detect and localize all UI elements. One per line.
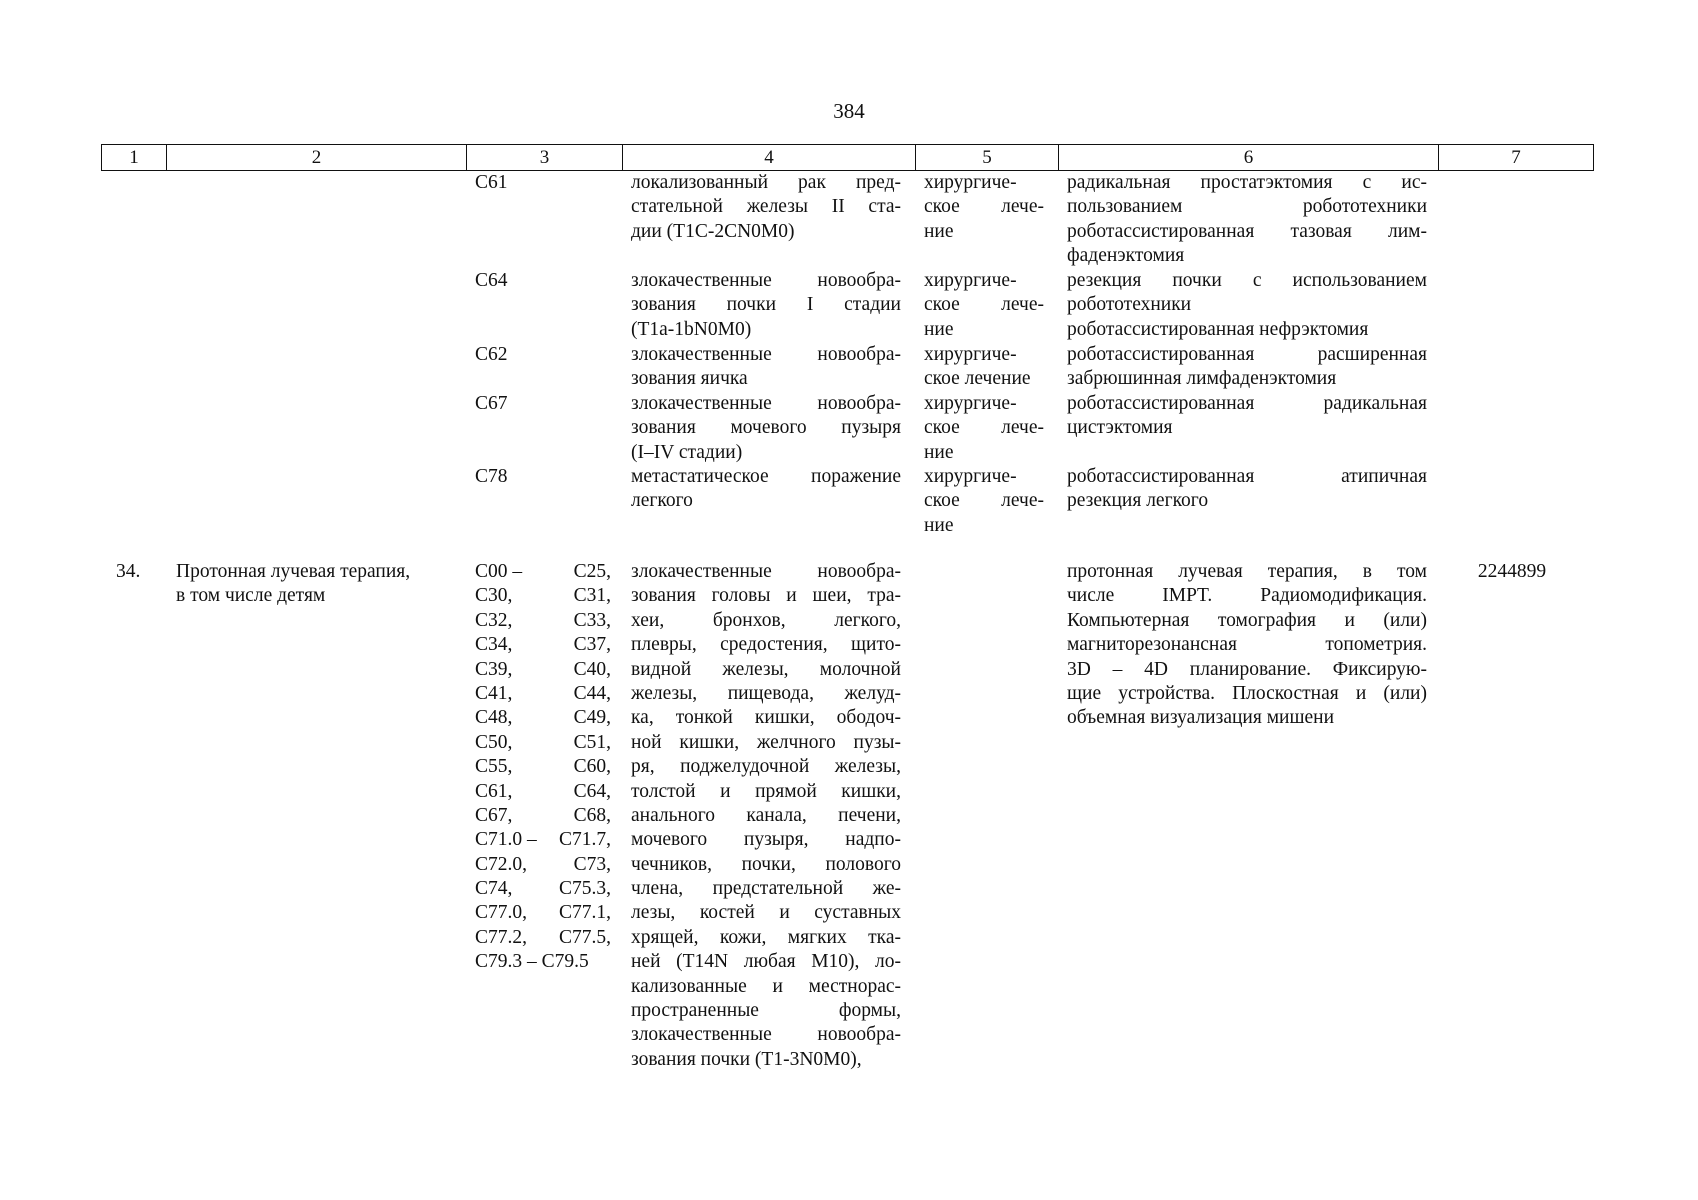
treatment-type-line: ское лече- (924, 196, 1044, 218)
diagnosis-text-line: чечников, почки, полового (631, 853, 901, 875)
treatment-method-line: роботассистированная нефрэктомия (1067, 318, 1369, 340)
icd-codes-line (475, 658, 611, 682)
icd-codes-line (475, 609, 611, 633)
column-header-2: 2 (167, 145, 467, 170)
icd-code: C74, (475, 878, 513, 900)
treatment-method-line: фаденэктомия (1067, 245, 1185, 267)
icd-code: C32, (475, 609, 513, 631)
treatment-method-line: щие устройства. Плоскостная и (или) (1067, 682, 1427, 704)
service-name-line: Протонная лучевая терапия, (176, 561, 411, 582)
treatment-method-line: робототехники (1067, 294, 1192, 316)
icd-code: C25, (573, 561, 611, 582)
icd-code: C48, (475, 707, 513, 729)
service-name (176, 560, 456, 609)
diagnosis-text-line: железы, пищевода, желуд- (631, 682, 901, 704)
icd-code: C49, (573, 707, 611, 729)
treatment-type-line: ское лече- (924, 294, 1044, 316)
treatment-method-line: 3D – 4D планирование. Фиксирую- (1067, 658, 1427, 680)
icd-code: C64 (475, 270, 508, 291)
diagnosis-text-line: кализованные и местнорас- (631, 975, 901, 997)
icd-code: C55, (475, 756, 513, 778)
icd-code: C77.0, (475, 902, 528, 924)
icd-code: C34, (475, 634, 513, 656)
diagnosis-text-line: лезы, костей и суставных (631, 902, 901, 924)
diagnosis-text-line: зования почки I стадии (631, 294, 901, 316)
diagnosis-text-line: зования головы и шеи, тра- (631, 585, 901, 607)
diagnosis-text (631, 392, 901, 465)
diagnosis-text-line: плевры, средостения, щито- (631, 634, 901, 656)
icd-code: C51, (573, 731, 611, 753)
icd-code: C31, (573, 585, 611, 607)
icd-codes-line (475, 877, 611, 901)
icd-codes-line (475, 682, 611, 706)
diagnosis-text-line: ка, тонкой кишки, ободоч- (631, 707, 901, 729)
treatment-method-line: магниторезонансная топометрия. (1067, 634, 1427, 656)
icd-codes-line (475, 780, 611, 804)
treatment-type-line: ние (924, 318, 954, 340)
treatment-type-line: ние (924, 441, 954, 463)
treatment-method-line: роботассистированная радикальная (1067, 393, 1427, 414)
icd-code: C44, (573, 682, 611, 704)
icd-code: C39, (475, 658, 513, 680)
icd-code: C72.0, (475, 853, 528, 875)
diagnosis-text-line: дии (T1C-2CN0M0) (631, 220, 795, 242)
treatment-type-line: хирургиче- (924, 270, 1017, 291)
icd-code: C77.5, (558, 926, 611, 948)
icd-code: C71.7, (558, 829, 611, 851)
treatment-type-line: хирургиче- (924, 344, 1017, 365)
icd-code: C75.3, (558, 878, 611, 900)
icd-code: C78 (475, 466, 508, 487)
treatment-method-line: роботассистированная тазовая лим- (1067, 220, 1427, 242)
diagnosis-text-line: толстой и прямой кишки, (631, 780, 901, 802)
treatment-type-line: хирургиче- (924, 172, 1017, 193)
service-name-line: в том числе детям (176, 585, 326, 607)
diagnosis-text (631, 343, 901, 392)
icd-codes-line (475, 755, 611, 779)
icd-codes-line (475, 269, 611, 293)
diagnosis-text-line: анального канала, печени, (631, 804, 901, 826)
treatment-method (1067, 465, 1427, 514)
icd-codes-line (475, 926, 611, 950)
treatment-method (1067, 269, 1427, 342)
column-header-4: 4 (623, 145, 916, 170)
column-header-1: 1 (101, 145, 167, 170)
treatment-method (1067, 392, 1427, 441)
icd-codes (475, 392, 611, 416)
icd-codes-line (475, 828, 611, 852)
icd-codes-line (475, 731, 611, 755)
icd-codes-line (475, 853, 611, 877)
diagnosis-text-line: хеи, бронхов, легкого, (631, 609, 901, 631)
diagnosis-text-line: видной железы, молочной (631, 658, 901, 680)
icd-code: C40, (573, 658, 611, 680)
icd-codes-line (475, 706, 611, 730)
treatment-method-line: резекция легкого (1067, 490, 1209, 512)
icd-codes (475, 343, 611, 367)
diagnosis-text (631, 465, 901, 514)
treatment-type (924, 392, 1044, 465)
icd-code: C30, (475, 585, 513, 607)
icd-codes-line (475, 633, 611, 657)
icd-codes (475, 560, 611, 975)
diagnosis-text-line: (T1a-1bN0M0) (631, 318, 752, 340)
treatment-method-line: резекция почки с использованием (1067, 270, 1427, 291)
column-header-6: 6 (1059, 145, 1439, 170)
diagnosis-text-line: злокачественные новообра- (631, 393, 901, 414)
treatment-type-line: ское лече- (924, 417, 1044, 439)
treatment-method-line: цистэктомия (1067, 417, 1173, 439)
diagnosis-text (631, 560, 901, 1072)
diagnosis-text-line: (I–IV стадии) (631, 441, 743, 463)
diagnosis-text-line: стательной железы II ста- (631, 196, 901, 218)
icd-code: C60, (573, 756, 611, 778)
icd-codes-line (475, 392, 611, 416)
treatment-method (1067, 343, 1427, 392)
treatment-method-line: числе IMPT. Радиомодификация. (1067, 585, 1427, 607)
icd-code: C00 – (475, 561, 523, 582)
icd-code: C64, (573, 780, 611, 802)
icd-code: C33, (573, 609, 611, 631)
diagnosis-text-line: легкого (631, 490, 693, 512)
icd-code: C77.1, (558, 902, 611, 924)
diagnosis-text-line: ря, поджелудочной железы, (631, 756, 901, 778)
treatment-method-line: роботассистированная атипичная (1067, 466, 1427, 487)
treatment-method (1067, 171, 1427, 269)
diagnosis-text-line: ной кишки, желчного пузы- (631, 731, 901, 753)
treatment-method-line: объемная визуализация мишени (1067, 707, 1335, 729)
icd-codes (475, 269, 611, 293)
diagnosis-text-line: локализованный рак пред- (631, 172, 901, 193)
icd-codes-line (475, 171, 611, 195)
treatment-type-line: ние (924, 220, 954, 242)
icd-codes (475, 465, 611, 489)
diagnosis-text-line: зования почки (T1-3N0M0), (631, 1048, 862, 1070)
treatment-method-line: пользованием робототехники (1067, 196, 1427, 218)
icd-code: C68, (573, 804, 611, 826)
icd-codes-line (475, 901, 611, 925)
column-header-7: 7 (1439, 145, 1594, 170)
icd-codes-line (475, 465, 611, 489)
treatment-type (924, 343, 1044, 392)
cost-value: 2244899 (1477, 561, 1547, 582)
treatment-method-line: протонная лучевая терапия, в том (1067, 561, 1427, 582)
diagnosis-text-line: злокачественные новообра- (631, 344, 901, 365)
icd-codes-line (475, 343, 611, 367)
treatment-type-line: ское лечение (924, 368, 1031, 390)
treatment-type-line: хирургиче- (924, 466, 1017, 487)
icd-code: C50, (475, 731, 513, 753)
treatment-type (924, 171, 1044, 244)
icd-codes-line (475, 584, 611, 608)
icd-code: C61, (475, 780, 513, 802)
icd-codes (475, 171, 611, 195)
treatment-method (1067, 560, 1427, 731)
treatment-method-line: Компьютерная томография и (или) (1067, 609, 1427, 631)
treatment-method-line: забрюшинная лимфаденэктомия (1067, 368, 1337, 390)
icd-codes-line (475, 804, 611, 828)
icd-code: C67, (475, 804, 513, 826)
diagnosis-text-line: ней (T14N любая M10), ло- (631, 951, 901, 973)
diagnosis-text-line: злокачественные новообра- (631, 270, 901, 291)
treatment-type-line: ское лече- (924, 490, 1044, 512)
treatment-method-line: радикальная простатэктомия с ис- (1067, 172, 1427, 193)
treatment-type-line: хирургиче- (924, 393, 1017, 414)
diagnosis-text (631, 171, 901, 244)
diagnosis-text-line: члена, предстательной же- (631, 878, 901, 900)
icd-code: C79.3 – C79.5 (475, 951, 589, 973)
column-header-3: 3 (467, 145, 623, 170)
icd-code: C41, (475, 682, 513, 704)
column-header-5: 5 (916, 145, 1059, 170)
treatment-type (924, 269, 1044, 342)
diagnosis-text-line: метастатическое поражение (631, 466, 901, 487)
icd-code: C73, (573, 853, 611, 875)
icd-code: C67 (475, 393, 508, 414)
diagnosis-text (631, 269, 901, 342)
diagnosis-text-line: злокачественные новообра- (631, 1024, 901, 1046)
icd-codes-line (475, 560, 611, 584)
icd-code: C61 (475, 172, 508, 193)
treatment-type (924, 465, 1044, 538)
diagnosis-text-line: злокачественные новообра- (631, 561, 901, 582)
icd-code: C37, (573, 634, 611, 656)
diagnosis-text-line: хрящей, кожи, мягких тка- (631, 926, 901, 948)
icd-code: C77.2, (475, 926, 528, 948)
page-number: 384 (833, 99, 865, 123)
diagnosis-text-line: зования мочевого пузыря (631, 417, 901, 439)
diagnosis-text-line: пространенные формы, (631, 1000, 901, 1022)
icd-codes-line (475, 950, 611, 974)
icd-code: C71.0 – (475, 829, 537, 851)
row-number: 34. (116, 561, 141, 582)
treatment-type-line: ние (924, 514, 954, 536)
diagnosis-text-line: мочевого пузыря, надпо- (631, 829, 901, 851)
icd-code: C62 (475, 344, 508, 365)
treatment-method-line: роботассистированная расширенная (1067, 344, 1427, 365)
diagnosis-text-line: зования яичка (631, 368, 748, 390)
